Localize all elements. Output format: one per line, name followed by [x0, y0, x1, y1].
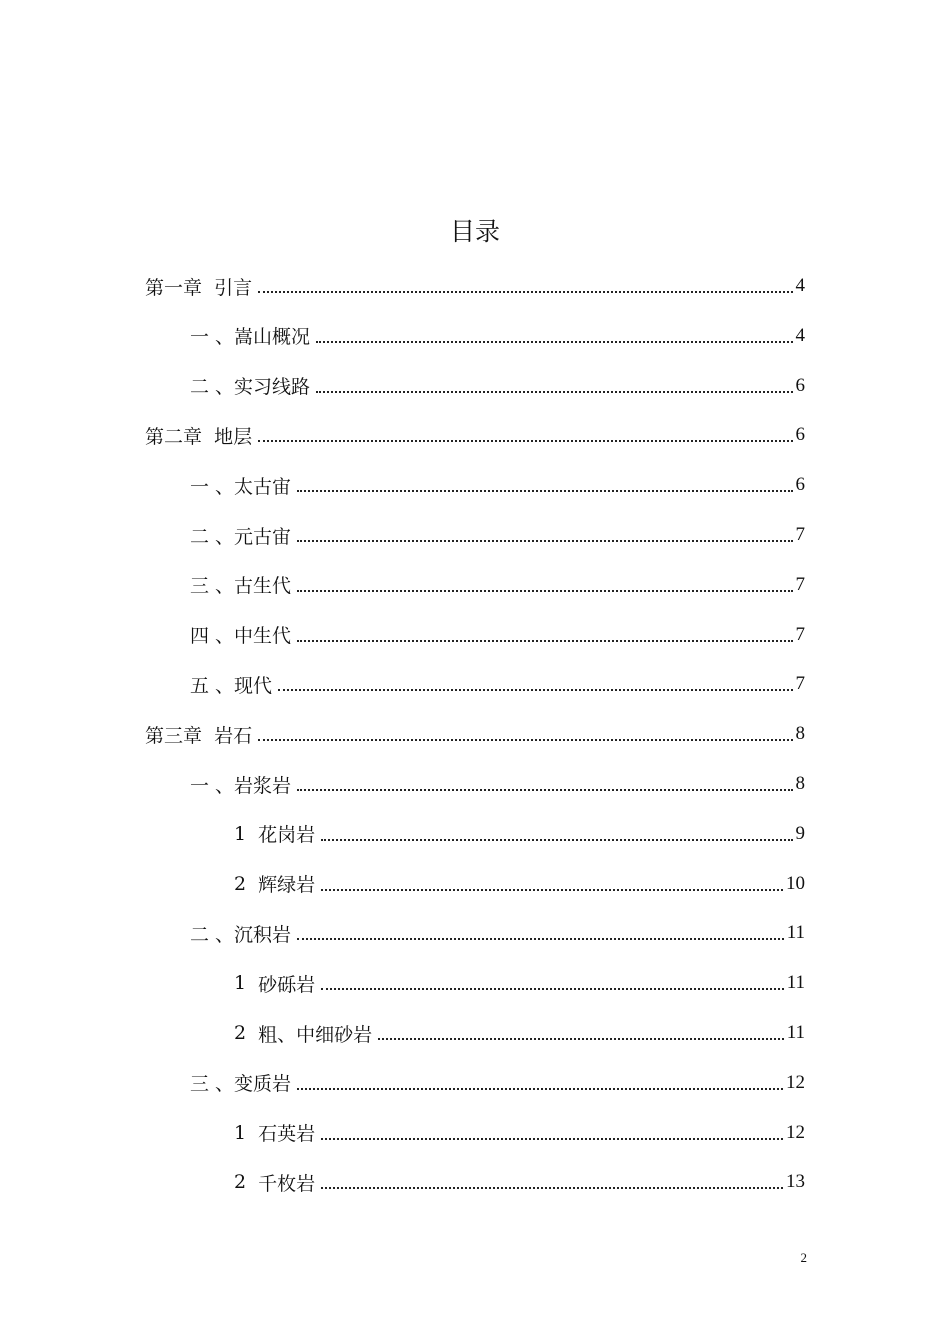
- toc-entry-number: 2: [234, 1171, 259, 1194]
- toc-entry-page: 11: [786, 1022, 805, 1043]
- toc-entry-number: 2: [234, 1022, 259, 1044]
- toc-entry[interactable]: [190, 368, 805, 404]
- dot-leader: [258, 739, 792, 741]
- toc-entry-page: 7: [795, 623, 805, 645]
- toc-entry-title: 引言: [214, 276, 253, 299]
- toc-entry-page: 6: [795, 474, 805, 496]
- toc-entry-page: 4: [795, 275, 805, 296]
- toc-entry-page: 4: [795, 324, 805, 346]
- dot-leader: [258, 291, 792, 293]
- toc-entry-number: 一 、: [190, 326, 235, 349]
- toc-entry-title: 辉绿岩: [258, 874, 316, 897]
- toc-entry-number: 1: [234, 972, 259, 995]
- dot-leader: [321, 1187, 783, 1189]
- toc-entry-number: 三 、: [190, 1073, 235, 1096]
- toc-entry[interactable]: [190, 766, 805, 802]
- toc-entry[interactable]: [190, 915, 805, 951]
- toc-entry-number: 2: [234, 872, 259, 895]
- toc-entry-number: 四 、: [190, 625, 235, 648]
- dot-leader: [321, 988, 784, 990]
- toc-entry-title: 沉积岩: [234, 923, 292, 946]
- toc-entry-number: 一 、: [190, 774, 235, 797]
- toc-entry[interactable]: [145, 417, 805, 453]
- toc-entry-title: 现代: [234, 674, 273, 697]
- toc-entry-page: 7: [795, 573, 805, 595]
- toc-entry-page: 13: [786, 1171, 805, 1193]
- toc-entry-page: 6: [795, 424, 805, 446]
- toc-entry-page: 7: [795, 524, 805, 545]
- toc-entry-title: 变质岩: [234, 1073, 292, 1096]
- dot-leader: [297, 938, 784, 940]
- toc-entry-title: 元古宙: [234, 525, 292, 548]
- toc-entry-page: 12: [786, 1121, 805, 1143]
- dot-leader: [378, 1038, 784, 1040]
- toc-entry-page: 12: [786, 1071, 805, 1093]
- toc-entry[interactable]: [234, 816, 805, 852]
- toc-entry-title: 古生代: [234, 575, 292, 598]
- toc-entry[interactable]: [145, 268, 805, 304]
- toc-entry-page: 11: [786, 922, 805, 944]
- toc-entry-title: 岩浆岩: [234, 774, 292, 797]
- toc-entry[interactable]: [234, 1015, 805, 1051]
- toc-entry-number: 二 、: [190, 525, 235, 548]
- toc-entry-page: 8: [795, 723, 805, 745]
- toc-entry[interactable]: [190, 467, 805, 503]
- toc-entry[interactable]: [234, 965, 805, 1001]
- toc-entry-number: 第二章: [145, 425, 215, 448]
- toc-entry[interactable]: [190, 617, 805, 653]
- dot-leader: [316, 391, 792, 393]
- toc-entry-title: 中生代: [234, 625, 292, 648]
- dot-leader: [297, 590, 792, 592]
- toc-entry[interactable]: [190, 517, 805, 553]
- toc-entry-number: 二 、: [190, 923, 235, 946]
- toc-entry[interactable]: [190, 666, 805, 702]
- dot-leader: [297, 540, 792, 542]
- toc-entry-title: 地层: [214, 425, 253, 448]
- dot-leader: [297, 1088, 783, 1090]
- toc-entry[interactable]: [234, 866, 805, 902]
- toc-entry-number: 一 、: [190, 475, 235, 498]
- dot-leader: [297, 789, 792, 791]
- toc-entry-title: 石英岩: [258, 1123, 316, 1146]
- toc-entry-title: 太古宙: [234, 475, 292, 498]
- toc-entry[interactable]: [190, 318, 805, 354]
- toc-entry-title: 千枚岩: [258, 1172, 316, 1195]
- dot-leader: [278, 689, 792, 691]
- dot-leader: [321, 839, 792, 841]
- toc-entry[interactable]: [234, 1115, 805, 1151]
- toc-entry-title: 花岗岩: [258, 824, 316, 847]
- toc-entry-number: 第一章: [145, 276, 215, 299]
- toc-entry-title: 粗、中细砂岩: [258, 1023, 373, 1046]
- toc-entry-page: 7: [795, 673, 805, 695]
- toc-entry-page: 10: [786, 872, 805, 894]
- toc-entry-number: 第三章: [145, 724, 215, 747]
- footer-page-number: 2: [800, 1250, 807, 1265]
- toc-entry-number: 五 、: [190, 674, 235, 697]
- toc-entry-page: 9: [795, 822, 805, 844]
- dot-leader: [321, 889, 783, 891]
- toc-entry-number: 1: [234, 1121, 259, 1144]
- dot-leader: [321, 1138, 783, 1140]
- toc-entry[interactable]: [234, 1164, 805, 1200]
- toc-entry-title: 岩石: [214, 724, 253, 747]
- toc-entry[interactable]: [190, 567, 805, 603]
- toc-entry-page: 6: [795, 374, 805, 396]
- dot-leader: [297, 490, 792, 492]
- toc-entry[interactable]: [145, 716, 805, 752]
- dot-leader: [316, 341, 792, 343]
- dot-leader: [297, 640, 792, 642]
- toc-entry-page: 11: [786, 972, 805, 994]
- toc-entry-title: 砂砾岩: [258, 973, 316, 996]
- dot-leader: [258, 440, 792, 442]
- toc-entry-number: 三 、: [190, 575, 235, 598]
- toc-entry[interactable]: [190, 1065, 805, 1101]
- toc-entry-number: 1: [234, 822, 259, 845]
- toc-title: 目录: [449, 217, 500, 246]
- toc-entry-title: 嵩山概况: [234, 326, 311, 349]
- toc-entry-number: 二 、: [190, 376, 235, 399]
- toc-entry-title: 实习线路: [234, 376, 311, 399]
- toc-entry-page: 8: [795, 773, 805, 794]
